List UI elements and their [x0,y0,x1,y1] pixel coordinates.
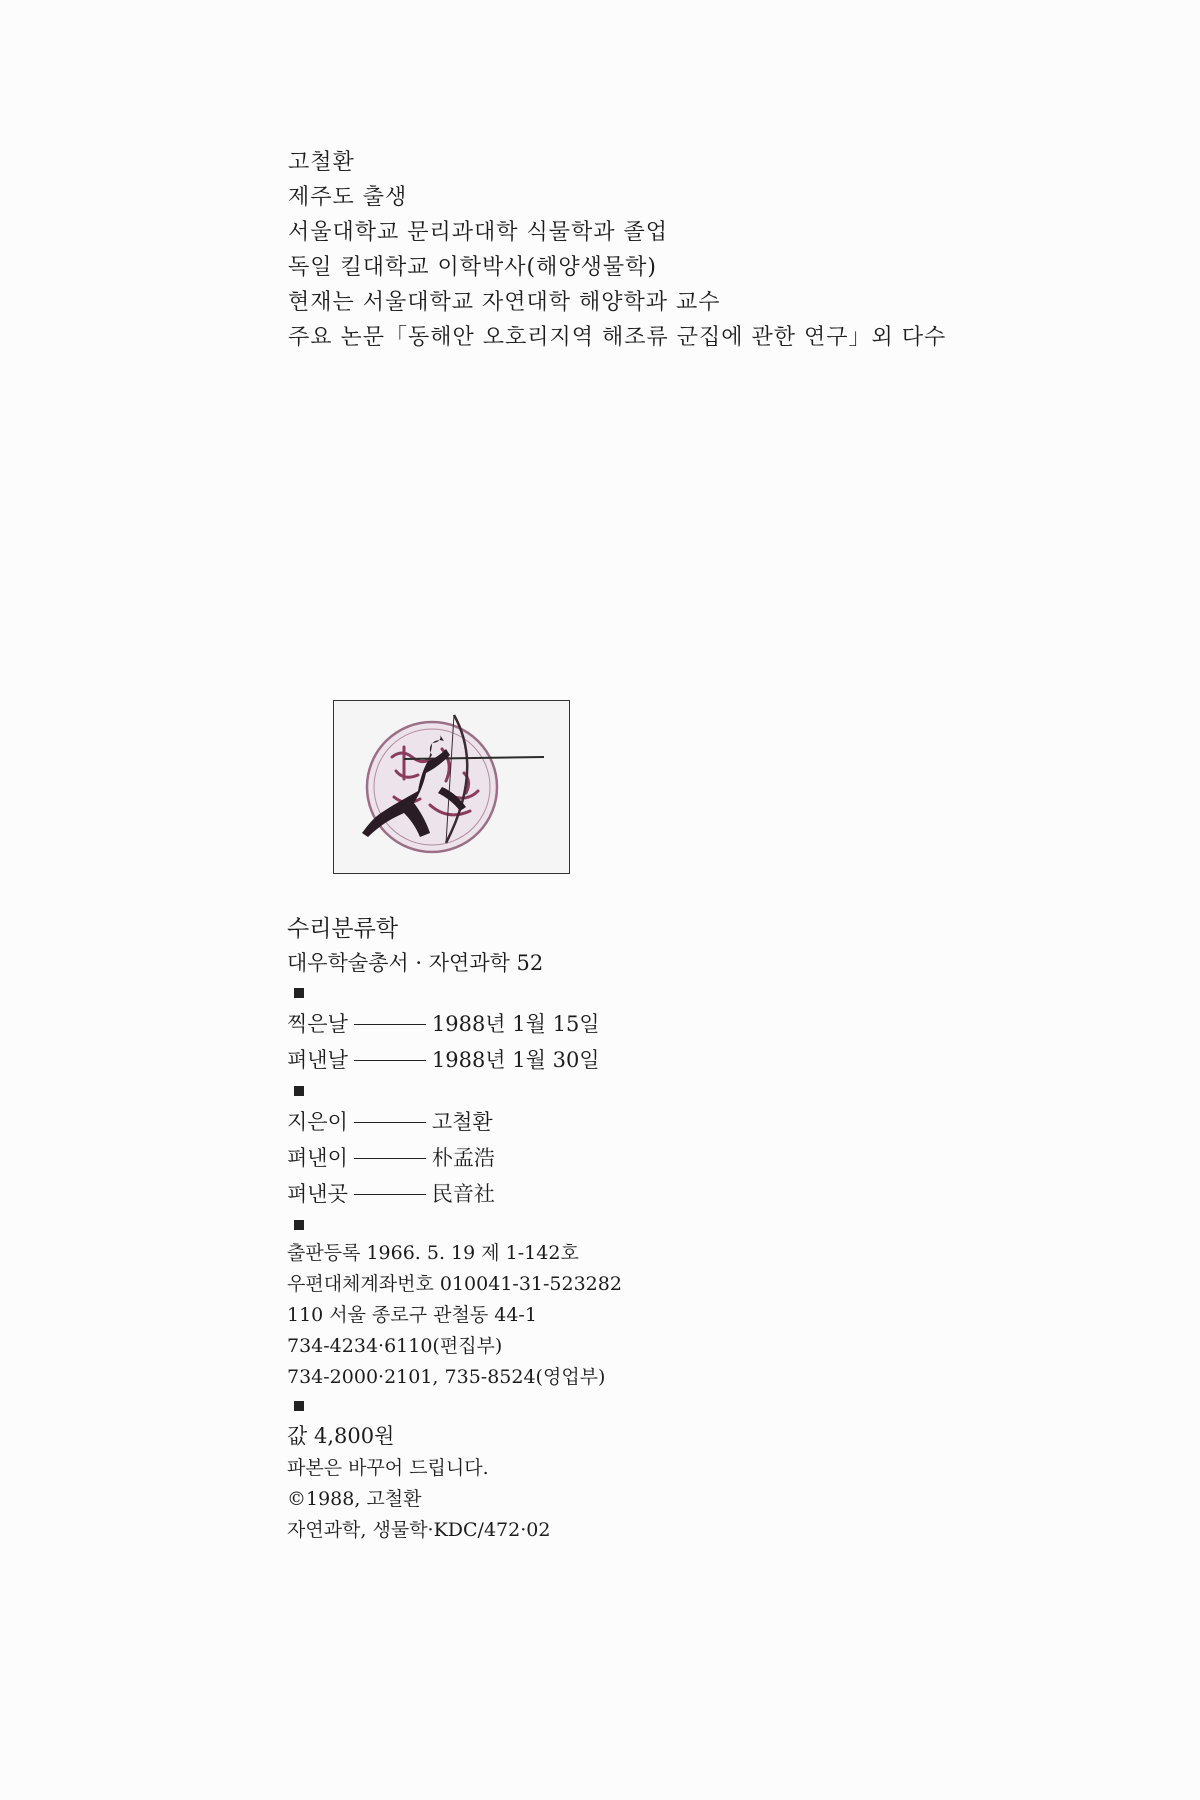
press-value: 民音社 [431,1182,495,1206]
dash-rule [354,1158,426,1159]
book-series: 대우학술총서 · 자연과학 52 [287,951,544,975]
publisher-label: 펴낸이 [287,1146,348,1170]
publisher-seal-box [333,700,570,874]
section-bullet [294,1401,304,1411]
author-publications: 주요 논문「동해안 오호리지역 해조류 군집에 관한 연구」외 다수 [288,325,947,350]
print-date-row [287,1006,622,1042]
dash-rule [354,1024,426,1025]
colophon [287,912,622,1546]
classification: 자연과학, 생물학·KDC/472·02 [287,1519,551,1541]
print-date-label: 찍은날 [287,1012,348,1036]
registration: 출판등록 1966. 5. 19 제 1-142호 [287,1242,579,1264]
press-row [287,1176,622,1212]
publish-date-row [287,1042,622,1078]
section-bullet [294,1086,304,1096]
address: 110 서울 종로구 관철동 44-1 [287,1304,537,1326]
dash-rule [354,1194,426,1195]
dash-rule [354,1122,426,1123]
print-date: 1988년 1월 15일 [431,1012,600,1036]
publish-date-label: 펴낸날 [287,1048,348,1072]
press-label: 펴낸곳 [287,1182,348,1206]
dash-rule [354,1060,426,1061]
author-education-undergrad: 서울대학교 문리과대학 식물학과 졸업 [288,220,669,245]
phone-editorial: 734-4234·6110(편집부) [287,1335,503,1357]
author-name: 고철환 [288,150,355,175]
author-row [287,1104,622,1140]
publisher-seal-archer-icon [334,701,569,873]
author-current-position: 현재는 서울대학교 자연대학 해양학과 교수 [288,290,721,315]
author-value: 고철환 [431,1110,493,1134]
section-bullet [294,1220,304,1230]
publish-date: 1988년 1월 30일 [431,1048,600,1072]
publisher-row [287,1140,622,1176]
price: 값 4,800원 [287,1424,395,1448]
postal-account: 우편대체계좌번호 010041-31-523282 [287,1273,622,1295]
author-label: 지은이 [287,1110,348,1134]
book-title: 수리분류학 [287,916,399,942]
exchange-notice: 파본은 바꾸어 드립니다. [287,1457,489,1479]
section-bullet [294,988,304,998]
copyright: ©1988, 고철환 [287,1488,422,1510]
phone-sales: 734-2000·2101, 735-8524(영업부) [287,1366,606,1388]
author-birthplace: 제주도 출생 [288,185,408,210]
author-education-phd: 독일 킬대학교 이학박사(해양생물학) [288,255,657,280]
author-bio [288,145,946,355]
publisher-value: 朴孟浩 [431,1146,495,1170]
